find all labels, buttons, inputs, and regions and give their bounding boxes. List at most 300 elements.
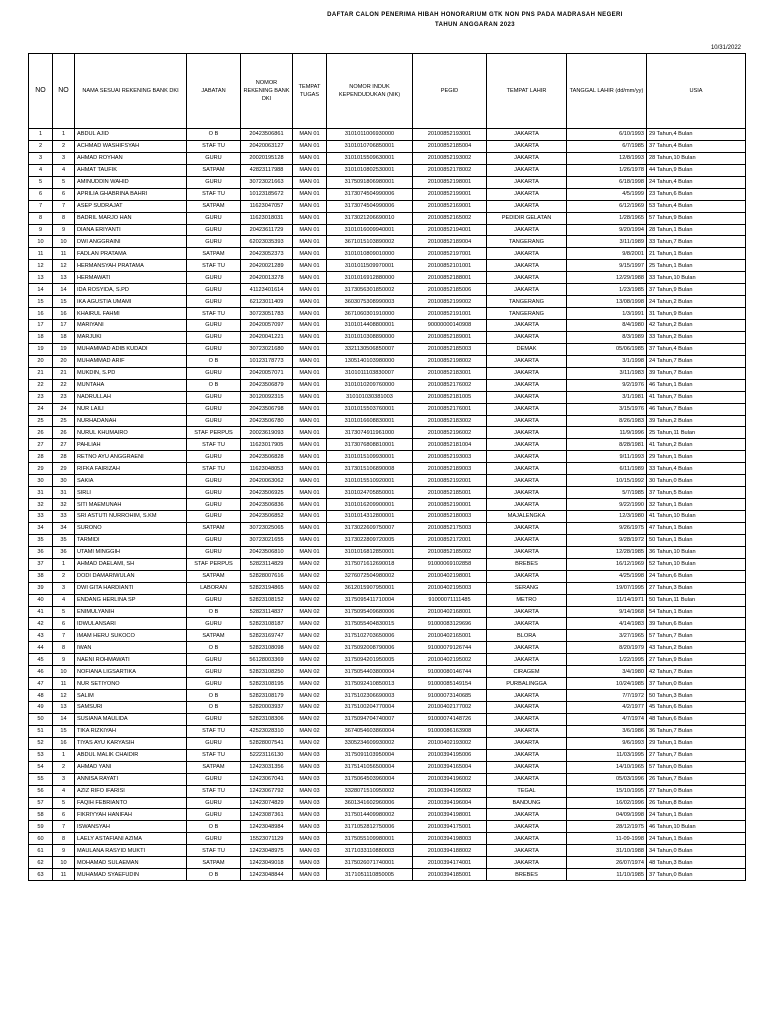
row-number: 32: [29, 499, 53, 511]
row-birthdate: 6/11/1989: [567, 463, 647, 475]
row-name: MUHAMAD SYAEFUDIN: [75, 869, 187, 881]
row-age: 24 Tahun,7 Bulan: [647, 355, 746, 367]
row-nik: 3612015907950001: [327, 582, 413, 594]
row-workplace: MAN 02: [293, 666, 327, 678]
row-name: DIANA ERIYANTI: [75, 224, 187, 236]
row-position: STAF TU: [187, 188, 241, 200]
row-age: 46 Tahun,1 Bulan: [647, 379, 746, 391]
row-number: 63: [29, 869, 53, 881]
table-row: [29, 749, 746, 761]
row-account-number: 52823108306: [241, 713, 293, 725]
row-position: GURU: [187, 272, 241, 284]
row-birthdate: 4/7/1974: [567, 713, 647, 725]
row-number: 48: [29, 690, 53, 702]
row-workplace: MAN 01: [293, 522, 327, 534]
row-pegid: 20100852101001: [413, 260, 487, 272]
row-number: 14: [29, 284, 53, 296]
row-birthplace: JAKARTA: [487, 713, 567, 725]
row-name: TARMIDI: [75, 534, 187, 546]
row-pegid: 20100852178002: [413, 164, 487, 176]
row-account-number: 20423506861: [241, 129, 293, 141]
table-row: [29, 833, 746, 845]
row-birthplace: DEMAK: [487, 343, 567, 355]
row-birthplace: JAKARTA: [487, 618, 567, 630]
row-birthplace: JAKARTA: [487, 546, 567, 558]
row-workplace: MAN 01: [293, 164, 327, 176]
row-local-number: 3: [53, 582, 75, 594]
row-birthplace: JAKARTA: [487, 367, 567, 379]
row-account-number: 10123185672: [241, 188, 293, 200]
table-row: [29, 212, 746, 224]
row-position: SATPAM: [187, 200, 241, 212]
row-number: 36: [29, 546, 53, 558]
row-account-number: 20423506836: [241, 499, 293, 511]
row-name: ACHMAD WASHIFSYAH: [75, 140, 187, 152]
row-local-number: 1: [53, 129, 75, 141]
row-age: 33 Tahun,10 Bulan: [647, 272, 746, 284]
row-position: GURU: [187, 773, 241, 785]
row-number: 15: [29, 296, 53, 308]
row-workplace: MAN 01: [293, 415, 327, 427]
row-number: 34: [29, 522, 53, 534]
row-number: 62: [29, 857, 53, 869]
row-workplace: MAN 01: [293, 475, 327, 487]
row-local-number: 10: [53, 857, 75, 869]
row-name: NADRULLAH: [75, 391, 187, 403]
row-account-number: 52823108098: [241, 642, 293, 654]
row-pegid: 20100852189003: [413, 463, 487, 475]
row-local-number: 27: [53, 439, 75, 451]
row-name: IDWULANSARI: [75, 618, 187, 630]
row-name: KHAIRUL FAHMI: [75, 308, 187, 320]
table-row: [29, 367, 746, 379]
row-workplace: MAN 03: [293, 833, 327, 845]
row-position: GURU: [187, 809, 241, 821]
row-workplace: MAN 02: [293, 713, 327, 725]
row-workplace: MAN 02: [293, 654, 327, 666]
row-birthplace: JAKARTA: [487, 522, 567, 534]
row-workplace: MAN 01: [293, 534, 327, 546]
row-age: 46 Tahun,10 Bulan: [647, 821, 746, 833]
row-nik: 3101011103830007: [327, 367, 413, 379]
row-pegid: 20100852189001: [413, 331, 487, 343]
row-birthdate: 3/6/1986: [567, 725, 647, 737]
row-account-number: 20420021289: [241, 260, 293, 272]
row-workplace: MAN 03: [293, 761, 327, 773]
row-nik: 3671015103890002: [327, 236, 413, 248]
row-name: AHMAD YANI: [75, 761, 187, 773]
row-account-number: 30723051783: [241, 308, 293, 320]
row-number: 6: [29, 188, 53, 200]
row-nik: 3101016209900001: [327, 499, 413, 511]
table-row: [29, 391, 746, 403]
row-local-number: 25: [53, 415, 75, 427]
table-row: [29, 140, 746, 152]
row-pegid: 20100402195003: [413, 582, 487, 594]
table-row: [29, 511, 746, 523]
row-local-number: 2: [53, 140, 75, 152]
row-position: SATPAM: [187, 570, 241, 582]
row-nik: 3175091806980001: [327, 176, 413, 188]
row-birthplace: JAKARTA: [487, 164, 567, 176]
table-row: [29, 570, 746, 582]
table-row: [29, 534, 746, 546]
row-position: SATPAM: [187, 630, 241, 642]
row-birthplace: JAKARTA: [487, 761, 567, 773]
row-position: STAF TU: [187, 725, 241, 737]
row-position: O B: [187, 642, 241, 654]
row-account-number: 20423506852: [241, 511, 293, 523]
row-account-number: 52823114837: [241, 606, 293, 618]
row-position: GURU: [187, 236, 241, 248]
row-nik: 3101016608830001: [327, 415, 413, 427]
row-account-number: 52823169747: [241, 630, 293, 642]
row-name: MOHAMAD SULAEMAN: [75, 857, 187, 869]
row-position: GURU: [187, 797, 241, 809]
row-position: STAF TU: [187, 308, 241, 320]
row-age: 39 Tahun,6 Bulan: [647, 618, 746, 630]
row-position: GURU: [187, 284, 241, 296]
row-nik: 3173021206690010: [327, 212, 413, 224]
row-pegid: 20100402165001: [413, 630, 487, 642]
row-birthdate: 14/10/1965: [567, 761, 647, 773]
row-pegid: 20100852175003: [413, 522, 487, 534]
row-birthdate: 9/8/2001: [567, 248, 647, 260]
row-pegid: 20100852165002: [413, 212, 487, 224]
row-birthplace: BLORA: [487, 630, 567, 642]
row-pegid: 20100394165004: [413, 761, 487, 773]
row-number: 29: [29, 463, 53, 475]
row-workplace: MAN 03: [293, 749, 327, 761]
row-local-number: 8: [53, 212, 75, 224]
row-name: TIYAS AYU KARYASIH: [75, 737, 187, 749]
row-age: 37 Tahun,4 Bulan: [647, 343, 746, 355]
table-row: [29, 260, 746, 272]
row-age: 41 Tahun,7 Bulan: [647, 391, 746, 403]
row-name: NUR LAILI: [75, 403, 187, 415]
row-birthplace: JAKARTA: [487, 331, 567, 343]
row-local-number: 4: [53, 164, 75, 176]
row-birthplace: JAKARTA: [487, 129, 567, 141]
row-nik: 3173076808810001: [327, 439, 413, 451]
row-birthdate: 12/28/1985: [567, 546, 647, 558]
row-birthplace: JAKARTA: [487, 200, 567, 212]
row-position: SATPAM: [187, 857, 241, 869]
row-age: 27 Tahun,7 Bulan: [647, 749, 746, 761]
row-birthdate: 1/26/1978: [567, 164, 647, 176]
row-age: 31 Tahun,9 Bulan: [647, 308, 746, 320]
header-no: NO: [29, 54, 53, 129]
row-account-number: 62123011409: [241, 296, 293, 308]
row-workplace: MAN 02: [293, 582, 327, 594]
row-birthplace: PEDIDIR GELATAN: [487, 212, 567, 224]
row-number: 22: [29, 379, 53, 391]
row-workplace: MAN 01: [293, 511, 327, 523]
row-birthplace: JAKARTA: [487, 403, 567, 415]
row-number: 17: [29, 320, 53, 332]
row-pegid: 20100394185001: [413, 869, 487, 881]
row-number: 4: [29, 164, 53, 176]
row-workplace: MAN 01: [293, 260, 327, 272]
row-position: GURU: [187, 594, 241, 606]
row-name: SAMSURI: [75, 702, 187, 714]
row-position: STAF TU: [187, 785, 241, 797]
row-local-number: 9: [53, 654, 75, 666]
row-birthplace: JAKARTA: [487, 176, 567, 188]
row-age: 36 Tahun,7 Bulan: [647, 725, 746, 737]
row-name: SRI ASTUTI NURROHIM, S.KM: [75, 511, 187, 523]
row-position: GURU: [187, 152, 241, 164]
row-name: HERMANSYAH PRATAMA: [75, 260, 187, 272]
row-age: 24 Tahun,6 Bulan: [647, 570, 746, 582]
table-row: [29, 666, 746, 678]
row-account-number: 12423087361: [241, 809, 293, 821]
row-birthdate: 12/8/1993: [567, 152, 647, 164]
row-position: GURU: [187, 343, 241, 355]
row-position: GURU: [187, 403, 241, 415]
row-pegid: 20100852192001: [413, 475, 487, 487]
row-birthdate: 1/3/1991: [567, 308, 647, 320]
row-number: 23: [29, 391, 53, 403]
header-nik: NOMOR INDUK KEPENDUDUKAN (NIK): [327, 54, 413, 129]
row-position: O B: [187, 355, 241, 367]
row-pegid: 20100394196004: [413, 797, 487, 809]
row-birthplace: JAKARTA: [487, 845, 567, 857]
row-name: MUKDIN, S.PD: [75, 367, 187, 379]
row-number: 56: [29, 785, 53, 797]
row-number: 59: [29, 821, 53, 833]
row-nik: 3276072504980002: [327, 570, 413, 582]
row-age: 27 Tahun,3 Bulan: [647, 582, 746, 594]
row-birthplace: SERANG: [487, 582, 567, 594]
row-birthplace: JAKARTA: [487, 260, 567, 272]
row-nik: 3101010809010000: [327, 248, 413, 260]
row-number: 1: [29, 129, 53, 141]
table-row: [29, 582, 746, 594]
row-nik: 3101014312800001: [327, 511, 413, 523]
row-number: 16: [29, 308, 53, 320]
row-pegid: 20100852183001: [413, 367, 487, 379]
row-position: GURU: [187, 475, 241, 487]
table-row: [29, 713, 746, 725]
row-nik: 3173074911961000: [327, 427, 413, 439]
row-pegid: 20100852180003: [413, 511, 487, 523]
row-local-number: 15: [53, 296, 75, 308]
row-birthdate: 9/28/1972: [567, 534, 647, 546]
row-birthdate: 8/28/1981: [567, 439, 647, 451]
row-workplace: MAN 01: [293, 379, 327, 391]
row-number: 13: [29, 272, 53, 284]
row-number: 12: [29, 260, 53, 272]
table-row: [29, 642, 746, 654]
row-local-number: 19: [53, 343, 75, 355]
row-local-number: 1: [53, 749, 75, 761]
row-position: GURU: [187, 212, 241, 224]
row-age: 37 Tahun,4 Bulan: [647, 140, 746, 152]
row-birthplace: CIRAGEM: [487, 666, 567, 678]
row-account-number: 20420057071: [241, 367, 293, 379]
row-workplace: MAN 01: [293, 200, 327, 212]
row-birthplace: JAKARTA: [487, 702, 567, 714]
row-workplace: MAN 02: [293, 690, 327, 702]
row-pegid: 20100394195002: [413, 785, 487, 797]
row-name: NOFIANA LIGSARTIKA: [75, 666, 187, 678]
row-local-number: 4: [53, 594, 75, 606]
row-workplace: MAN 01: [293, 331, 327, 343]
row-birthdate: 6/18/1998: [567, 176, 647, 188]
row-birthplace: JAKARTA: [487, 439, 567, 451]
row-number: 28: [29, 451, 53, 463]
row-birthdate: 9/2/1976: [567, 379, 647, 391]
row-birthplace: BREBES: [487, 869, 567, 881]
row-workplace: MAN 02: [293, 725, 327, 737]
row-birthdate: 1/22/1995: [567, 654, 647, 666]
row-workplace: MAN 03: [293, 785, 327, 797]
row-account-number: 52823108195: [241, 678, 293, 690]
row-position: GURU: [187, 678, 241, 690]
row-pegid: 20100852198002: [413, 355, 487, 367]
row-pegid: 20100852199002: [413, 296, 487, 308]
row-birthdate: 9/22/1990: [567, 499, 647, 511]
table-row: [29, 654, 746, 666]
row-position: GURU: [187, 451, 241, 463]
table-body: [29, 129, 746, 881]
row-age: 33 Tahun,4 Bulan: [647, 463, 746, 475]
row-birthdate: 1/28/1965: [567, 212, 647, 224]
row-local-number: 1: [53, 558, 75, 570]
row-pegid: 20100852185001: [413, 487, 487, 499]
row-local-number: 20: [53, 355, 75, 367]
row-number: 60: [29, 833, 53, 845]
row-account-number: 56128003369: [241, 654, 293, 666]
row-age: 29 Tahun,1 Bulan: [647, 451, 746, 463]
table-row: [29, 690, 746, 702]
header-name: NAMA SESUAI REKENING BANK DKI: [75, 54, 187, 129]
row-workplace: MAN 01: [293, 224, 327, 236]
row-account-number: 15523071129: [241, 833, 293, 845]
row-number: 2: [29, 140, 53, 152]
row-birthplace: JAKARTA: [487, 415, 567, 427]
row-age: 37 Tahun,5 Bulan: [647, 487, 746, 499]
table-row: [29, 845, 746, 857]
row-pegid: 20100852181004: [413, 439, 487, 451]
row-birthdate: 9/11/1993: [567, 451, 647, 463]
row-birthplace: JAKARTA: [487, 475, 567, 487]
row-number: 46: [29, 666, 53, 678]
row-account-number: 52823108152: [241, 594, 293, 606]
row-local-number: 34: [53, 522, 75, 534]
row-position: STAF PERPUS: [187, 558, 241, 570]
row-age: 48 Tahun,3 Bulan: [647, 857, 746, 869]
row-name: ISWANSYAH: [75, 821, 187, 833]
row-nik: 3101024705850001: [327, 487, 413, 499]
row-name: NAENI ROHMAWATI: [75, 654, 187, 666]
row-workplace: MAN 01: [293, 367, 327, 379]
row-number: 41: [29, 606, 53, 618]
row-workplace: MAN 03: [293, 809, 327, 821]
row-position: GURU: [187, 296, 241, 308]
row-account-number: 52823108187: [241, 618, 293, 630]
row-nik: 3175095409680006: [327, 606, 413, 618]
row-birthplace: JAKARTA: [487, 606, 567, 618]
row-name: DWI ANGGRAINI: [75, 236, 187, 248]
row-age: 39 Tahun,7 Bulan: [647, 367, 746, 379]
row-account-number: 12423067041: [241, 773, 293, 785]
row-birthdate: 04/09/1998: [567, 809, 647, 821]
row-local-number: 9: [53, 224, 75, 236]
row-nik: 3101011006930000: [327, 129, 413, 141]
header-age: USIA: [647, 54, 746, 129]
row-age: 26 Tahun,8 Bulan: [647, 797, 746, 809]
table-row: [29, 427, 746, 439]
row-local-number: 26: [53, 427, 75, 439]
row-local-number: 28: [53, 451, 75, 463]
row-number: 11: [29, 248, 53, 260]
table-row: [29, 248, 746, 260]
row-pegid: 20100402198001: [413, 570, 487, 582]
row-nik: 3173074504990006: [327, 188, 413, 200]
row-birthdate: 12/3/1980: [567, 511, 647, 523]
row-birthdate: 16/12/1969: [567, 558, 647, 570]
row-birthdate: 11-09-1998: [567, 833, 647, 845]
row-position: O B: [187, 129, 241, 141]
row-local-number: 13: [53, 702, 75, 714]
row-account-number: 11623047057: [241, 200, 293, 212]
row-account-number: 30723025065: [241, 522, 293, 534]
row-pegid: 20100402177002: [413, 702, 487, 714]
row-account-number: 62023035393: [241, 236, 293, 248]
row-pegid: 20100852196002: [413, 427, 487, 439]
row-account-number: 20423052373: [241, 248, 293, 260]
row-account-number: 52828007541: [241, 737, 293, 749]
row-pegid: 20100852198001: [413, 176, 487, 188]
row-birthdate: 11/14/1971: [567, 594, 647, 606]
row-workplace: MAN 01: [293, 284, 327, 296]
row-birthdate: 11/9/1996: [567, 427, 647, 439]
row-pegid: 20100394196002: [413, 773, 487, 785]
row-pegid: 20100402193002: [413, 737, 487, 749]
row-name: ENDANG HERLINA SP: [75, 594, 187, 606]
row-age: 24 Tahun,4 Bulan: [647, 176, 746, 188]
row-birthdate: 3/15/1976: [567, 403, 647, 415]
row-age: 33 Tahun,2 Bulan: [647, 331, 746, 343]
row-number: 8: [29, 212, 53, 224]
row-number: 52: [29, 737, 53, 749]
row-account-number: 12423048984: [241, 821, 293, 833]
row-pegid: 20100394198001: [413, 809, 487, 821]
row-local-number: 33: [53, 511, 75, 523]
row-age: 27 Tahun,0 Bulan: [647, 785, 746, 797]
table-row: [29, 773, 746, 785]
row-local-number: 5: [53, 797, 75, 809]
row-birthdate: 5/7/1985: [567, 487, 647, 499]
row-number: 33: [29, 511, 53, 523]
table-row: [29, 558, 746, 570]
row-workplace: MAN 01: [293, 499, 327, 511]
row-number: 18: [29, 331, 53, 343]
row-nik: 3175091103950004: [327, 749, 413, 761]
row-workplace: MAN 02: [293, 642, 327, 654]
table-row: [29, 678, 746, 690]
row-position: STAF TU: [187, 845, 241, 857]
row-pegid: 20100852183002: [413, 415, 487, 427]
row-nik: 3101015109930001: [327, 451, 413, 463]
row-age: 57 Tahun,7 Bulan: [647, 630, 746, 642]
row-name: FIKRIYYAH HANIFAH: [75, 809, 187, 821]
row-position: GURU: [187, 320, 241, 332]
table-row: [29, 594, 746, 606]
row-birthplace: TANGERANG: [487, 296, 567, 308]
